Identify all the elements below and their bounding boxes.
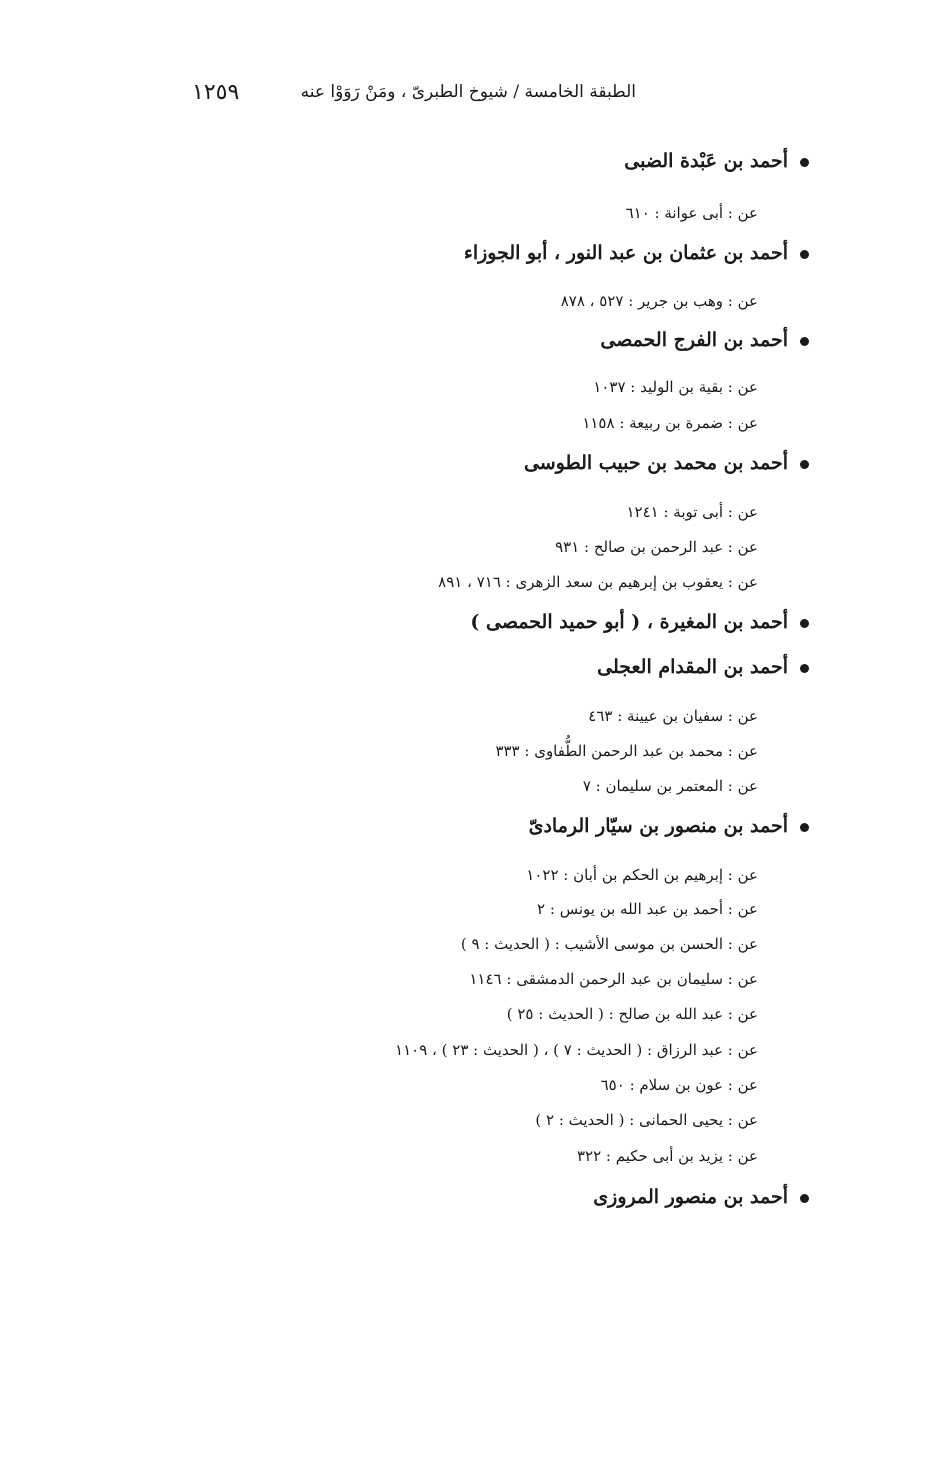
narration-line: عن : الحسن بن موسى الأشيب : ( الحديث : ٩ ) [460, 935, 758, 953]
narration-line: عن : بقية بن الوليد : ١٠٣٧ [593, 378, 758, 396]
narration-line: عن : ضمرة بن ربيعة : ١١٥٨ [582, 414, 758, 432]
narration-line: عن : محمد بن عبد الرحمن الطُّفاوى : ٣٣٣ [495, 742, 758, 760]
entry-name: أحمد بن منصور المروزى [593, 1186, 809, 1208]
narration-line: عن : يعقوب بن إبرهيم بن سعد الزهرى : ٧١٦ ، ٨٩١ [438, 573, 758, 591]
bullet-icon [800, 619, 809, 628]
entry-name: أحمد بن عَبْدة الضبى [624, 150, 809, 172]
narration-line: عن : سفيان بن عيينة : ٤٦٣ [588, 707, 758, 725]
narration-line: عن : المعتمر بن سليمان : ٧ [582, 777, 758, 795]
entry-name: أحمد بن محمد بن حبيب الطوسى [524, 452, 809, 474]
narration-line: عن : يحيى الحمانى : ( الحديث : ٢ ) [535, 1111, 758, 1129]
running-title: الطبقة الخامسة / شيوخ الطبرىّ ، ومَنْ رَوَوْا عنه [300, 82, 636, 102]
narration-line: عن : سليمان بن عبد الرحمن الدمشقى : ١١٤٦ [469, 970, 758, 988]
entry-name: أحمد بن المقدام العجلى [597, 656, 809, 678]
narration-line: عن : أحمد بن عبد الله بن يونس : ٢ [537, 900, 758, 918]
narration-line: عن : عون بن سلام : ٦٥٠ [600, 1076, 758, 1094]
bullet-icon [800, 664, 809, 673]
bullet-icon [800, 1194, 809, 1203]
narration-line: عن : يزيد بن أبى حكيم : ٣٢٢ [576, 1147, 758, 1165]
bullet-icon [800, 460, 809, 469]
entry-name: أحمد بن منصور بن سيّار الرمادىّ [529, 815, 809, 837]
narration-line: عن : إبرهيم بن الحكم بن أبان : ١٠٢٢ [526, 866, 758, 884]
bullet-icon [800, 823, 809, 832]
entry-name: أحمد بن المغيرة ، ( أبو حميد الحمصى ) [470, 611, 809, 633]
narration-line: عن : أبى توبة : ١٢٤١ [626, 503, 758, 521]
narration-line: عن : وهب بن جرير : ٥٢٧ ، ٨٧٨ [560, 292, 758, 310]
narration-line: عن : عبد الرزاق : ( الحديث : ٧ ) ، ( الحديث : ٢٣ ) ، ١١٠٩ [395, 1041, 758, 1059]
entry-name: أحمد بن الفرج الحمصى [600, 329, 809, 351]
entry-name: أحمد بن عثمان بن عبد النور ، أبو الجوزاء [464, 242, 809, 264]
bullet-icon [800, 337, 809, 346]
narration-line: عن : عبد الله بن صالح : ( الحديث : ٢٥ ) [506, 1005, 758, 1023]
page-number: ١٢٥٩ [192, 80, 240, 105]
narration-line: عن : أبى عوانة : ٦١٠ [625, 204, 758, 222]
bullet-icon [800, 250, 809, 259]
bullet-icon [800, 158, 809, 167]
narration-line: عن : عبد الرحمن بن صالح : ٩٣١ [555, 538, 758, 556]
